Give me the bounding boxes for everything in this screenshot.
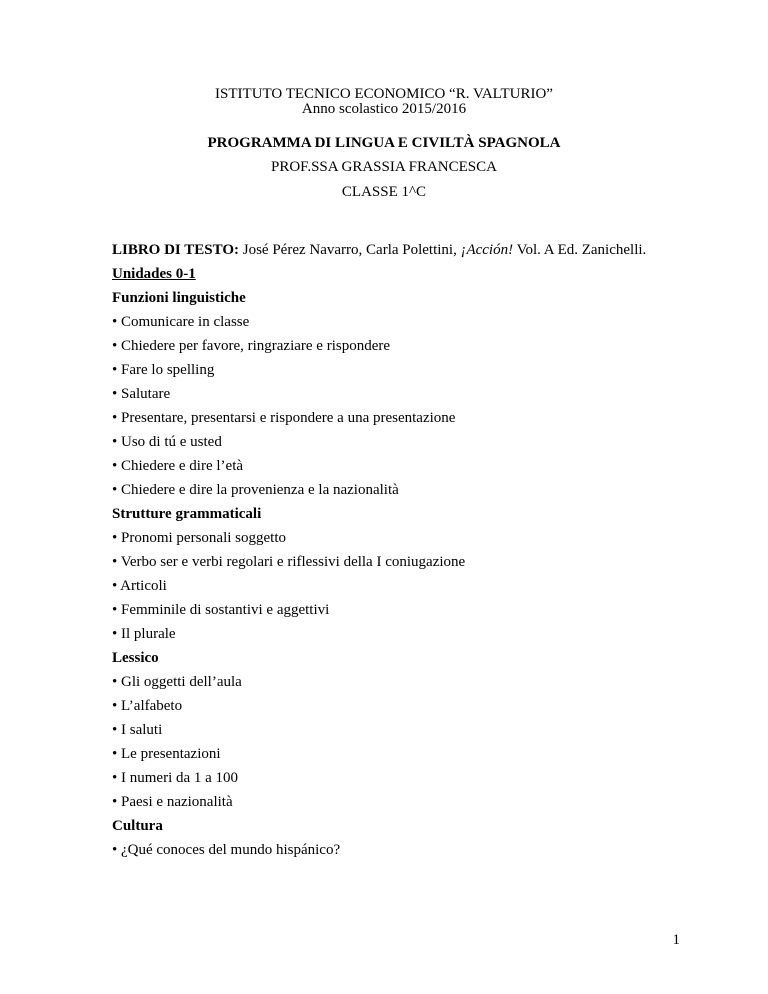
section-title-cultura: Cultura [112,818,163,834]
textbook-line [112,238,712,262]
list-item: • L’alfabeto [112,698,183,714]
page-number: 1 [672,932,680,948]
list-item: • Articoli [112,578,167,594]
school-year: Anno scolastico 2015/2016 [301,101,467,117]
list-item: • Fare lo spelling [112,362,215,378]
textbook-label: LIBRO DI TESTO: [112,242,239,258]
list-item: • Chiedere e dire la provenienza e la nazionalità [112,482,399,498]
list-item: • Chiedere e dire l’età [112,458,244,474]
units-title: Unidades 0-1 [112,266,196,282]
textbook-edition: Vol. A Ed. Zanichelli. [513,242,647,258]
list-item: • Uso di tú e usted [112,434,222,450]
list-item: • Il plurale [112,626,176,642]
section-title-lessico: Lessico [112,650,159,666]
list-item: • Comunicare in classe [112,314,250,330]
program-body [112,238,712,862]
list-item: • Le presentazioni [112,746,221,762]
list-item: • Chiedere per favore, ringraziare e rispondere [112,338,391,354]
list-item: • I numeri da 1 a 100 [112,770,239,786]
teacher-name: PROF.SSA GRASSIA FRANCESCA [271,159,497,175]
textbook-authors: José Pérez Navarro, Carla Polettini, [239,242,461,258]
list-item: • Salutare [112,386,171,402]
list-item: • Pronomi personali soggetto [112,530,286,546]
list-item: • Paesi e nazionalità [112,794,233,810]
list-item: • Presentare, presentarsi e rispondere a una presentazione [112,410,456,426]
class-name: CLASSE 1^C [341,184,427,200]
program-title: PROGRAMMA DI LINGUA E CIVILTÀ SPAGNOLA [207,135,561,151]
list-item: • I saluti [112,722,163,738]
school-name: ISTITUTO TECNICO ECONOMICO “R. VALTURIO” [215,86,553,102]
list-item: • Femminile di sostantivi e aggettivi [112,602,330,618]
list-item: • ¿Qué conoces del mundo hispánico? [112,842,341,858]
list-item: • Gli oggetti dell’aula [112,674,242,690]
section-title-strutture: Strutture grammaticali [112,506,262,522]
list-item: • Verbo ser e verbi regolari e riflessivi della I coniugazione [112,554,466,570]
textbook-title: ¡Acción! [460,242,514,258]
section-title-funzioni: Funzioni linguistiche [112,290,246,306]
